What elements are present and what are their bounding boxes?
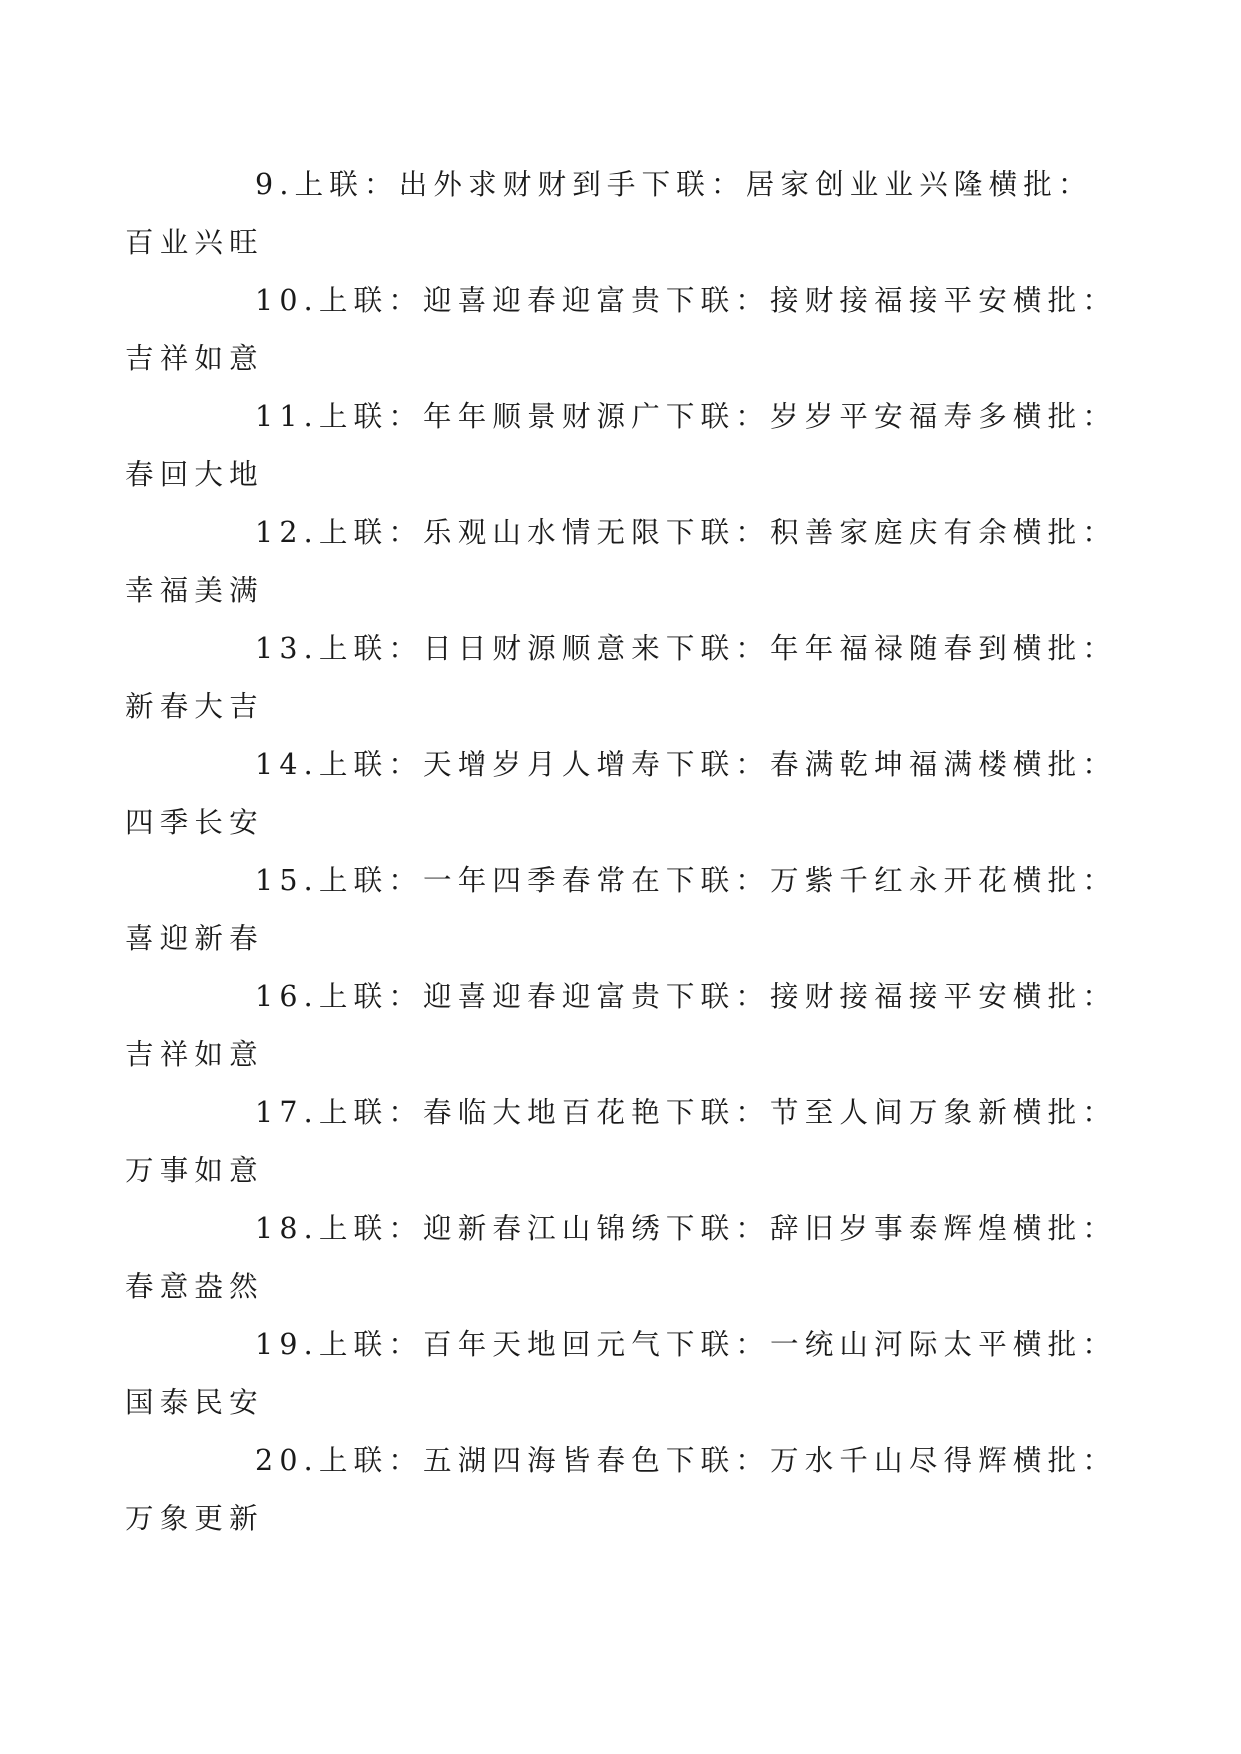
couplet-horizontal-scroll: 春意盎然 [125,1270,264,1303]
couplet-entry-13 [125,620,1118,736]
couplet-text: 12.上联：乐观山水情无限下联：积善家庭庆有余横批： [255,516,1118,549]
couplet-horizontal-scroll: 春回大地 [125,458,264,491]
couplet-text: 19.上联：百年天地回元气下联：一统山河际太平横批： [255,1328,1118,1361]
couplet-text: 14.上联：天增岁月人增寿下联：春满乾坤福满楼横批： [255,748,1118,781]
couplet-entry-9 [125,156,1093,272]
couplet-entry-10 [125,272,1118,388]
couplet-text: 15.上联：一年四季春常在下联：万紫千红永开花横批： [255,864,1118,897]
couplet-horizontal-scroll: 新春大吉 [125,690,264,723]
couplet-text: 9.上联：出外求财财到手下联：居家创业业兴隆横批： [255,168,1093,201]
couplet-text: 18.上联：迎新春江山锦绣下联：辞旧岁事泰辉煌横批： [255,1212,1118,1245]
couplet-entry-15 [125,852,1118,968]
couplet-text: 16.上联：迎喜迎春迎富贵下联：接财接福接平安横批： [255,980,1118,1013]
couplet-horizontal-scroll: 国泰民安 [125,1386,264,1419]
couplet-entry-16 [125,968,1118,1084]
couplet-list [125,156,1118,1548]
couplet-text: 10.上联：迎喜迎春迎富贵下联：接财接福接平安横批： [255,284,1118,317]
couplet-entry-12 [125,504,1118,620]
couplet-horizontal-scroll: 百业兴旺 [125,226,264,259]
couplet-entry-20 [125,1432,1118,1548]
couplet-horizontal-scroll: 万事如意 [125,1154,264,1187]
couplet-horizontal-scroll: 万象更新 [125,1502,264,1535]
couplet-text: 20.上联：五湖四海皆春色下联：万水千山尽得辉横批： [255,1444,1118,1477]
couplet-text: 17.上联：春临大地百花艳下联：节至人间万象新横批： [255,1096,1118,1129]
couplet-horizontal-scroll: 吉祥如意 [125,342,264,375]
couplet-horizontal-scroll: 幸福美满 [125,574,264,607]
couplet-text: 11.上联：年年顺景财源广下联：岁岁平安福寿多横批： [255,400,1118,433]
couplet-horizontal-scroll: 四季长安 [125,806,264,839]
couplet-horizontal-scroll: 吉祥如意 [125,1038,264,1071]
couplet-entry-17 [125,1084,1118,1200]
couplet-entry-18 [125,1200,1118,1316]
couplet-text: 13.上联：日日财源顺意来下联：年年福禄随春到横批： [255,632,1118,665]
couplet-entry-19 [125,1316,1118,1432]
couplet-entry-11 [125,388,1118,504]
couplet-entry-14 [125,736,1118,852]
couplet-horizontal-scroll: 喜迎新春 [125,922,264,955]
